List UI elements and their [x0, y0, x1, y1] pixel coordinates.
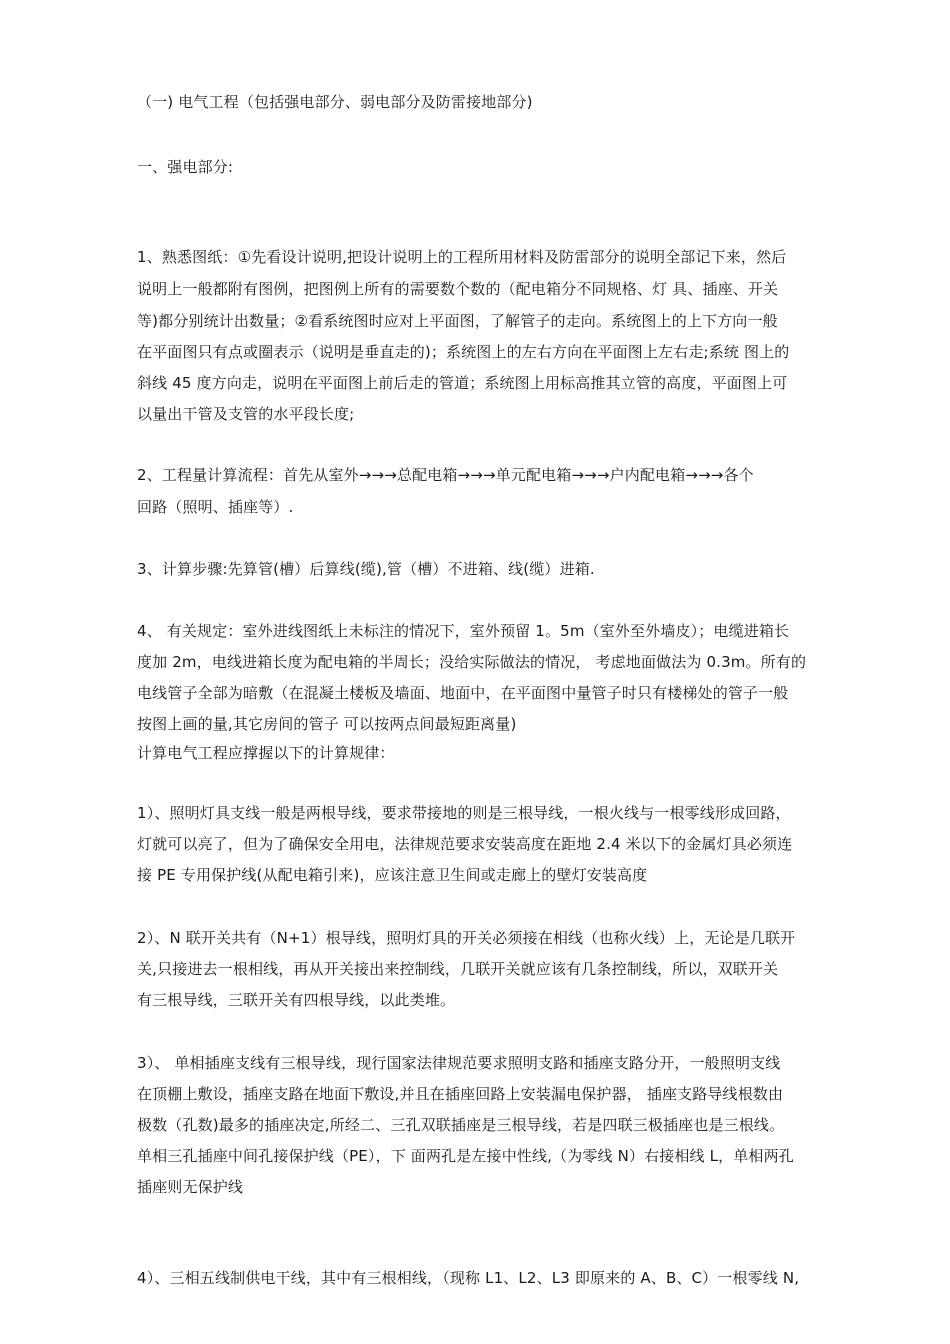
paragraph-line: 4、 有关规定：室外进线图纸上未标注的情况下，室外预留 1。5m（室外至外墙皮）；电缆进箱长 — [137, 622, 790, 640]
paragraph-line: 等)都分别统计出数量；②看系统图时应对上平面图，了解管子的走向。系统图上的上下方向一般 — [137, 312, 778, 330]
paragraph-line: 3）、 单相插座支线有三根导线，现行国家法律规范要求照明支路和插座支路分开，一般照明支线 — [137, 1054, 781, 1072]
paragraph-line: 4）、三相五线制供电干线，其中有三根相线，（现称 L1、L2、L3 即原来的 A、B、C）一根零线 N, — [137, 1269, 800, 1287]
paragraph-line: 在顶棚上敷设，插座支路在地面下敷设,并且在插座回路上安装漏电保护器， 插座支路导线根数由 — [137, 1085, 784, 1103]
subsection-heading: 一、强电部分: — [137, 158, 234, 176]
paragraph-line: 1）、照明灯具支线一般是两根导线，要求带接地的则是三根导线，一根火线与一根零线形成回路， — [137, 804, 791, 822]
paragraph-line: 以量出干管及支管的水平段长度; — [137, 405, 355, 423]
paragraph-line: 电线管子全部为暗敷（在混凝土楼板及墙面、地面中，在平面图中量管子时只有楼梯处的管子一般 — [137, 684, 789, 702]
paragraph-line: 斜线 45 度方向走，说明在平面图上前后走的管道；系统图上用标高推其立管的高度，平面图上可 — [137, 374, 788, 392]
paragraph-line: 在平面图只有点或圈表示（说明是垂直走的)；系统图上的左右方向在平面图上左右走;系统 图上的 — [137, 343, 790, 361]
paragraph-line: 有三根导线，三联开关有四根导线，以此类堆。 — [137, 991, 456, 1009]
paragraph-line: 1、熟悉图纸：①先看设计说明,把设计说明上的工程所用材料及防雷部分的说明全部记下来，然后 — [137, 248, 787, 266]
paragraph-line: 单相三孔插座中间孔接保护线（PE），下 面两孔是左接中性线,（为零线 N）右接相线 L，单相两孔 — [137, 1147, 794, 1165]
paragraph-line: 关,只接进去一根相线，再从开关接出来控制线，几联开关就应该有几条控制线，所以，双联开关 — [137, 960, 779, 978]
paragraph-line: 灯就可以亮了，但为了确保安全用电，法律规范要求安装高度在距地 2.4 米以下的金属灯具必须连 — [137, 835, 793, 853]
paragraph-line: 按图上画的量,其它房间的管子 可以按两点间最短距离量) — [137, 715, 517, 733]
paragraph-line: 极数（孔数)最多的插座决定,所经二、三孔双联插座是三根导线，若是四联三极插座也是三根线。 — [137, 1116, 785, 1134]
paragraph-line: 2、工程量计算流程：首先从室外→→→总配电箱→→→单元配电箱→→→户内配电箱→→→各个 — [137, 466, 754, 484]
paragraph-line: 回路（照明、插座等）. — [137, 498, 294, 516]
paragraph-line: 度加 2m，电线进箱长度为配电箱的半周长；没给实际做法的情况， 考虑地面做法为 0.3m。所有的 — [137, 653, 807, 671]
paragraph-line: 2）、N 联开关共有（N+1）根导线，照明灯具的开关必须接在相线（也称火线）上，无论是几联开 — [137, 929, 796, 947]
paragraph-line: 计算电气工程应撑握以下的计算规律： — [137, 744, 395, 762]
section-heading: （一) 电气工程（包括强电部分、弱电部分及防雷接地部分) — [137, 93, 533, 111]
paragraph-line: 插座则无保护线 — [137, 1178, 244, 1196]
paragraph-line: 接 PE 专用保护线(从配电箱引来)，应该注意卫生间或走廊上的壁灯安装高度 — [137, 866, 648, 884]
paragraph-line: 3、计算步骤:先算管(槽）后算线(缆),管（槽）不进箱、线(缆）进箱. — [137, 560, 595, 578]
paragraph-line: 说明上一般都附有图例，把图例上所有的需要数个数的（配电箱分不同规格、灯 具、插座、开关 — [137, 280, 779, 298]
